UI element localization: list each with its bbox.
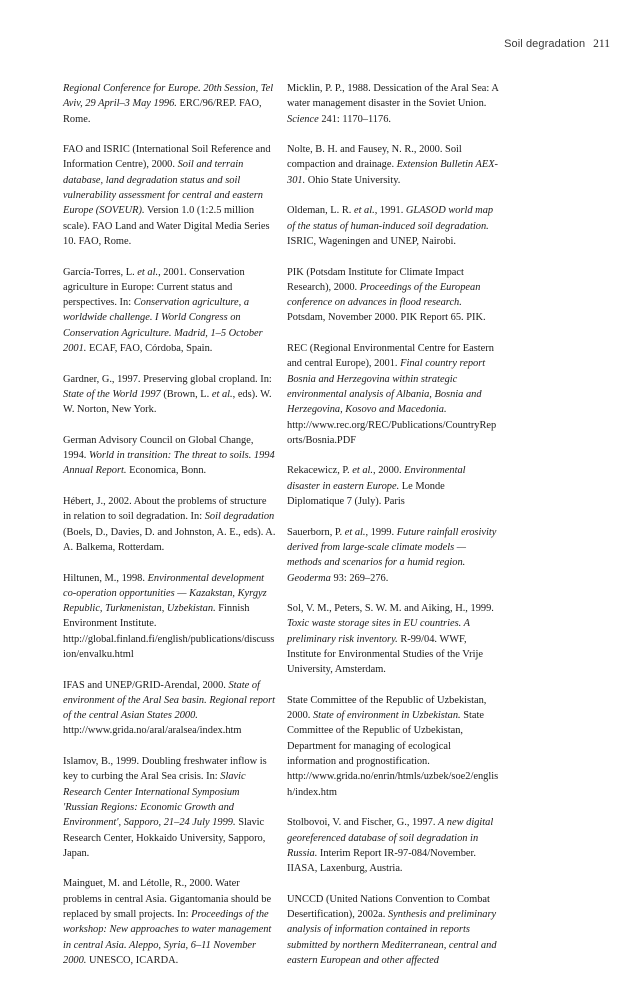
reference-text: IFAS and UNEP/GRID-Arendal, 2000. [63,679,229,691]
reference-text: Oldeman, L. R. [287,205,354,217]
reference-entry [287,892,500,968]
reference-italic-text: State of environment of the Aral Sea basin. Regional report of the central Asian States 2000. [63,679,276,722]
reference-italic-text: et al. [211,388,233,400]
reference-entry [287,601,500,677]
reference-text: Version 1.0 (1:2.5 million scale). FAO Land and Water Digital Media Series 10. FAO, Rome. [63,205,270,247]
reference-italic-text: Conservation agriculture, a worldwide challenge. I World Congress on Conservation Agriculture. Madrid, 1–5 October 2001. [63,297,263,355]
reference-italic-text: Toxic waste storage sites in EU countries. A preliminary risk inventory. [287,618,470,645]
reference-italic-text: Proceedings of the workshop: New approaches to water management in central Asia. Aleppo, Syria, 6–11 November 2000. [63,909,272,966]
reference-text: , 2001. Conservation agriculture in Europe: Current status and perspectives. In: [63,266,245,309]
reference-text: , eds). W. W. Norton, New York. [63,388,272,416]
reference-entry [287,693,500,800]
reference-italic-text: Final country report Bosnia and Herzegovina within strategic environmental analysis of Albania, Bosnia and Herzegovina, Kosovo and Macedonia. [287,358,486,416]
reference-entry [63,571,276,663]
reference-text: http://www.grida.no/aral/aralsea/index.htm [63,725,242,737]
reference-entry [63,81,276,127]
reference-italic-text: et al. [137,266,159,278]
reference-italic-text: Soil and terrain database, land degradation status and soil vulnerability assessment for central and eastern Europe (SOVEUR). [63,159,263,217]
running-header [504,38,610,50]
reference-text: Sol, V. M., Peters, S. W. M. and Aiking, H., 1999. [287,603,494,615]
reference-text: Le Monde Diplomatique 7 (July). Paris [287,480,445,508]
reference-italic-text: Synthesis and preliminary analysis of information contained in reports submitted by northern Mediterranean, central and eastern European and other affected [287,909,497,966]
page-number: 211 [593,38,610,50]
reference-text: Hiltunen, M., 1998. [63,572,148,584]
reference-text: UNESCO, ICARDA. [86,954,179,966]
reference-text: Rekacewicz, P. [287,465,353,477]
reference-entry [287,265,500,326]
reference-italic-text: Extension Bulletin AEX-301. [287,159,499,186]
reference-text: REC (Regional Environmental Centre for Eastern and central Europe), 2001. [287,343,494,370]
reference-entry [287,525,500,586]
reference-italic-text: Regional Conference for Europe. 20th Session, Tel Aviv, 29 April–3 May 1996. [63,83,274,110]
reference-text: German Advisory Council on Global Change, 1994. [63,434,254,462]
reference-text: ISRIC, Wageningen and UNEP, Nairobi. [287,235,456,247]
reference-entry [287,815,500,876]
reference-text: , 2000. [373,465,405,477]
reference-text: R-99/04. WWF, Institute for Environmental Studies of the Vrije University, Amsterdam. [287,633,483,676]
reference-text: FAO and ISRIC (International Soil Reference and Information Centre), 2000. [63,144,271,171]
reference-italic-text: World in transition: The threat to soils. 1994 Annual Report. [63,450,275,477]
reference-text: ERC/96/REP. FAO, Rome. [63,98,262,125]
reference-text: ECAF, FAO, Córdoba, Spain. [86,343,213,355]
reference-text: Economica, Bonn. [126,465,207,477]
reference-text: http://www.rec.org/REC/Publications/CountryReports/Bosnia.PDF [287,419,497,446]
reference-entry [287,463,500,509]
references-left-column [63,81,276,984]
reference-italic-text: Proceedings of the European conference on advances in flood research. [287,281,481,309]
reference-italic-text: Environmental disaster in eastern Europe. [287,465,466,492]
reference-entry [287,142,500,188]
reference-text: (Brown, L. [160,388,212,400]
reference-text: Hébert, J., 2002. About the problems of structure in relation to soil degradation. In: [63,496,267,523]
reference-text: Finnish Environment Institute. http://global.finland.fi/english/publications/discussion/envalku.html [63,603,275,660]
reference-text: Micklin, P. P., 1988. Dessication of the Aral Sea: A water management disaster in the Soviet Union. [287,83,499,110]
reference-italic-text: Slavic Research Center International Symposium 'Russian Regions: Economic Growth and Environment', Sapporo, 21–24 July 1999. [63,771,246,829]
reference-text: Islamov, B., 1999. Doubling freshwater inflow is key to curbing the Aral Sea crisis. In: [63,756,267,783]
section-title: Soil degradation [504,38,586,50]
reference-entry [63,678,276,739]
reference-text: García-Torres, L. [63,266,138,278]
reference-entry [287,203,500,249]
reference-text: Gardner, G., 1997. Preserving global cropland. In: [63,373,272,385]
reference-text: 93: 269–276. [330,572,389,584]
reference-entry [63,876,276,968]
reference-entry [63,433,276,479]
reference-italic-text: State of environment in Uzbekistan. [312,710,461,722]
reference-text: Sauerborn, P. [287,526,345,538]
reference-text: Slavic Research Center, Hokkaido University, Sapporo, Japan. [63,817,266,859]
reference-text: Ohio State University. [305,174,401,186]
reference-entry [287,81,500,127]
reference-text: State Committee of the Republic of Uzbekistan, 2000. [287,694,487,722]
reference-entry [63,494,276,555]
reference-italic-text: State of the World 1997 [63,388,161,400]
reference-text: Stolbovoi, V. and Fischer, G., 1997. [287,817,439,829]
reference-text: 241: 1170–1176. [318,113,391,125]
reference-text: State Committee of the Republic of Uzbekistan, Department for managing of ecological information and prognostification. http://www.grida.no/enrin/htmls/uzbek/soe2/english/index.htm [287,710,499,798]
reference-text: (Boels, D., Davies, D. and Johnston, A. E., eds). A. A. Balkema, Rotterdam. [63,526,276,553]
reference-italic-text: et al. [352,465,373,477]
reference-italic-text: Soil degradation [204,511,275,523]
reference-italic-text: et al. [353,205,375,217]
reference-entry [287,341,500,448]
reference-entry [63,372,276,418]
reference-text: UNCCD (United Nations Convention to Combat Desertification), 2002a. [287,893,490,921]
reference-italic-text: Science [287,113,319,125]
reference-text: Nolte, B. H. and Fausey, N. R., 2000. Soil compaction and drainage. [287,144,462,171]
reference-text: , 1991. [374,205,406,217]
reference-text: , 1999. [365,526,397,538]
reference-italic-text: A new digital georeferenced database of soil degradation in Russia. [287,817,494,859]
reference-italic-text: Environmental development co-operation opportunities — Kazakstan, Kyrgyz Republic, Turkmenistan, Uzbekistan. [63,572,267,615]
references-right-column [287,81,500,984]
reference-text: PIK (Potsdam Institute for Climate Impact Research), 2000. [287,266,464,293]
reference-text: Potsdam, November 2000. PIK Report 65. PIK. [287,312,486,324]
reference-italic-text: GLASOD world map of the status of human-induced soil degradation. [287,205,494,232]
reference-italic-text: Future rainfall erosivity derived from large-scale climate models — methods and scenarios for a humid region. Geoderma [287,526,497,584]
reference-entry [63,754,276,861]
reference-entry [63,142,276,249]
reference-text: Mainguet, M. and Létolle, R., 2000. Water problems in central Asia. Gigantomania should be replaced by small projects. In: [63,878,272,921]
reference-text: Interim Report IR-97-084/November. IIASA, Laxenburg, Austria. [287,847,477,875]
reference-entry [63,265,276,357]
reference-italic-text: et al. [344,526,366,538]
